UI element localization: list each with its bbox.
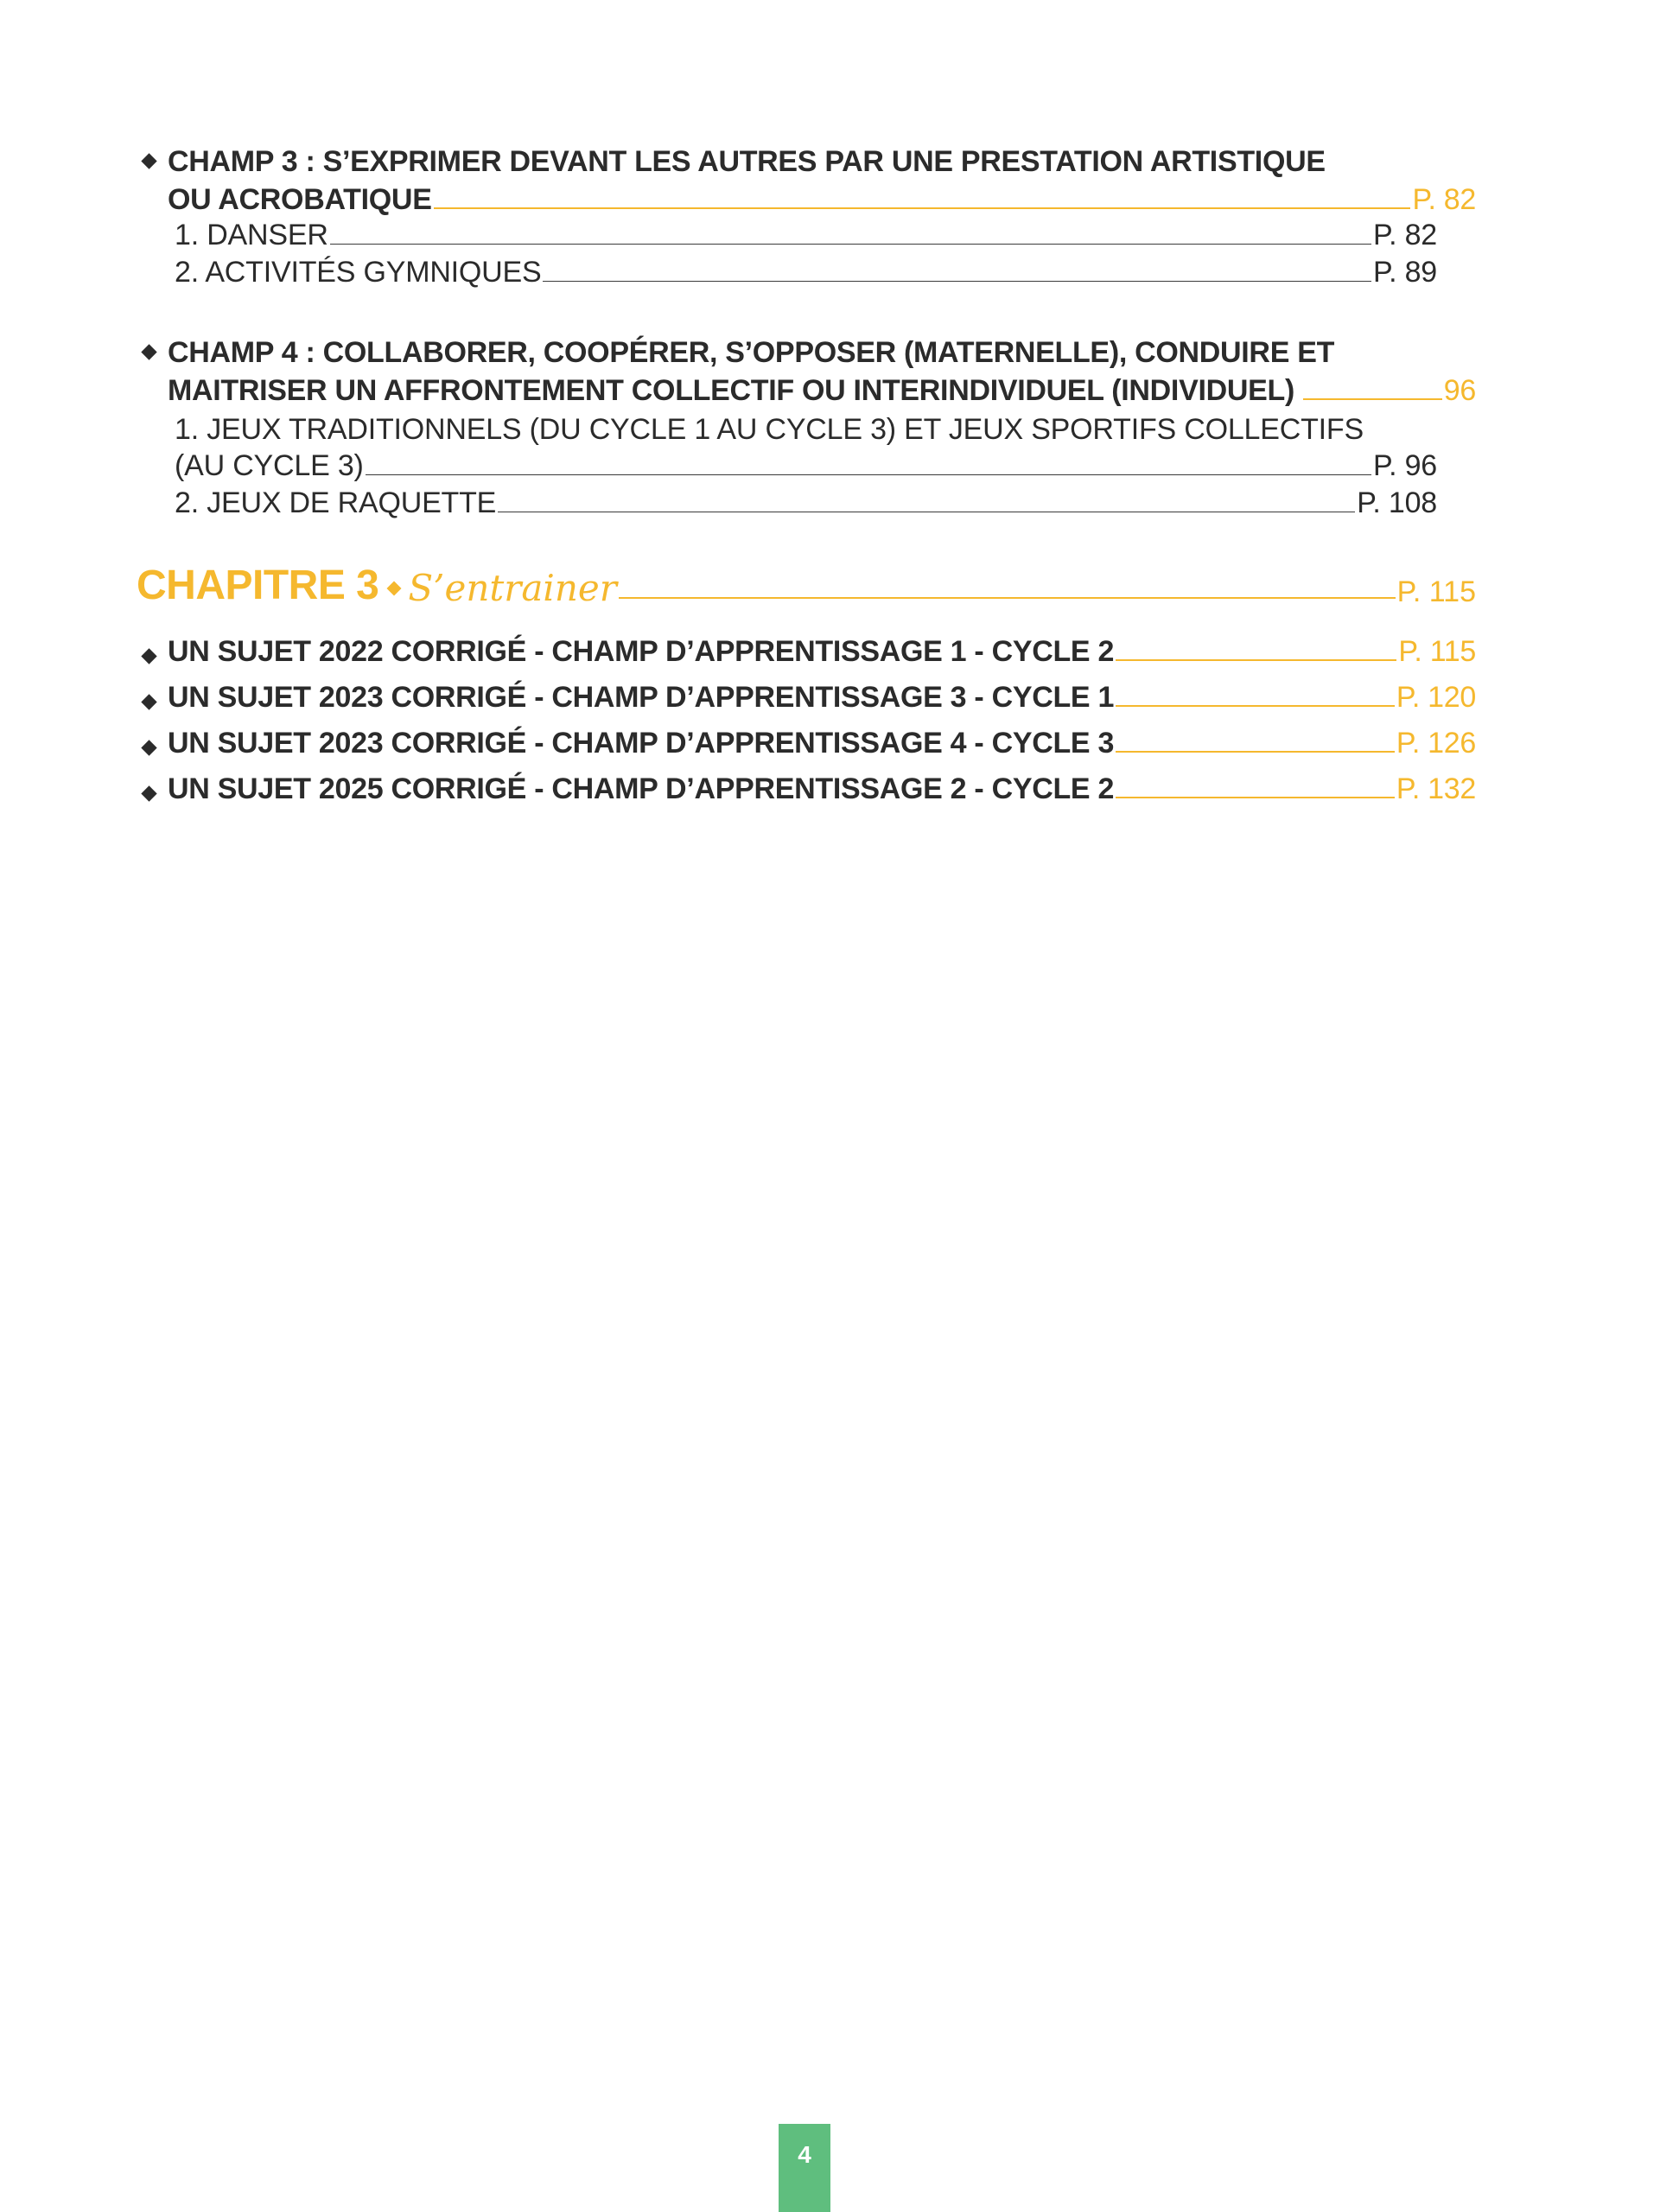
leader-line <box>619 597 1396 599</box>
toc-page-number: P. 126 <box>1396 727 1476 760</box>
leader-line <box>1303 398 1442 400</box>
page-number-tab <box>779 2124 830 2212</box>
toc-entry-champ3[interactable] <box>137 138 1476 217</box>
toc-entry-label: UN SUJET 2022 CORRIGÉ - CHAMP D’APPRENTISSAGE 1 - CYCLE 2 <box>168 635 1115 668</box>
toc-entry-sujet[interactable] <box>137 681 1476 715</box>
bullet-diamond-icon <box>141 785 156 801</box>
toc-subentry-label: 2. ACTIVITÉS GYMNIQUES <box>175 256 542 289</box>
toc-page-number: P. 115 <box>1396 575 1476 608</box>
toc-subentry[interactable] <box>137 256 1437 289</box>
toc-page-number: P. 132 <box>1396 772 1476 805</box>
leader-line <box>330 244 1371 245</box>
toc-page-number: P. 108 <box>1357 486 1437 519</box>
bullet-diamond-icon <box>141 694 156 709</box>
leader-line <box>366 474 1371 476</box>
toc-subentry-label: 2. JEUX DE RAQUETTE <box>175 486 497 519</box>
bullet-diamond-icon <box>141 344 156 359</box>
toc-page-number: P. 120 <box>1396 681 1476 714</box>
toc-entry-title-line1: CHAMP 4 : COLLABORER, COOPÉRER, S’OPPOSER (MATERNELLE), CONDUIRE ET <box>168 336 1335 369</box>
toc-entry-sujet[interactable] <box>137 635 1476 669</box>
leader-line <box>498 512 1355 513</box>
chapter-title: CHAPITRE 3 <box>137 563 379 608</box>
bullet-diamond-icon <box>141 153 156 168</box>
leader-line <box>434 207 1411 209</box>
toc-entry-champ4[interactable] <box>137 329 1476 408</box>
toc-entry-sujet[interactable] <box>137 727 1476 760</box>
toc-entry-label: UN SUJET 2023 CORRIGÉ - CHAMP D’APPRENTISSAGE 4 - CYCLE 3 <box>168 727 1115 760</box>
leader-line <box>1116 797 1395 798</box>
chapter-subtitle: S’entrainer <box>408 567 617 609</box>
toc-subentry[interactable] <box>137 219 1437 252</box>
toc-page-number: P. 115 <box>1398 635 1476 668</box>
toc-page-number: P. 82 <box>1372 219 1437 251</box>
toc-page-number: P. 89 <box>1372 256 1437 289</box>
toc-page-number: P. 96 <box>1372 449 1437 482</box>
leader-line <box>543 281 1371 283</box>
bullet-diamond-icon <box>141 648 156 664</box>
toc-entry-title-line2: OU ACROBATIQUE <box>168 183 432 216</box>
toc-page-number: P. 82 <box>1412 183 1476 216</box>
toc-entry-sujet[interactable] <box>137 772 1476 806</box>
leader-line <box>1116 751 1395 753</box>
toc-subentry[interactable] <box>137 449 1437 483</box>
toc-entry-title-line1: CHAMP 3 : S’EXPRIMER DEVANT LES AUTRES PAR UNE PRESTATION ARTISTIQUE <box>168 145 1326 178</box>
toc-entry-label: UN SUJET 2023 CORRIGÉ - CHAMP D’APPRENTISSAGE 3 - CYCLE 1 <box>168 681 1115 714</box>
toc-subentry-label: 1. DANSER <box>175 219 328 251</box>
chapter-diamond-icon <box>387 582 402 596</box>
toc-entry-title-line2: MAITRISER UN AFFRONTEMENT COLLECTIF OU INTERINDIVIDUEL (INDIVIDUEL) <box>168 374 1294 407</box>
toc-page-number: 96 <box>1443 374 1476 407</box>
bullet-diamond-icon <box>141 740 156 755</box>
toc-subentry-label-line1: 1. JEUX TRADITIONNELS (DU CYCLE 1 AU CYCLE 3) ET JEUX SPORTIFS COLLECTIFS <box>175 413 1364 446</box>
leader-line <box>1116 659 1396 661</box>
table-of-contents <box>137 138 1476 806</box>
toc-entry-label: UN SUJET 2025 CORRIGÉ - CHAMP D’APPRENTISSAGE 2 - CYCLE 2 <box>168 772 1115 805</box>
leader-line <box>1116 705 1395 707</box>
toc-subentry-label-line2: (AU CYCLE 3) <box>175 449 364 482</box>
chapter-heading[interactable] <box>137 562 1476 609</box>
page-number: 4 <box>798 2141 811 2168</box>
toc-subentry[interactable] <box>137 486 1437 520</box>
